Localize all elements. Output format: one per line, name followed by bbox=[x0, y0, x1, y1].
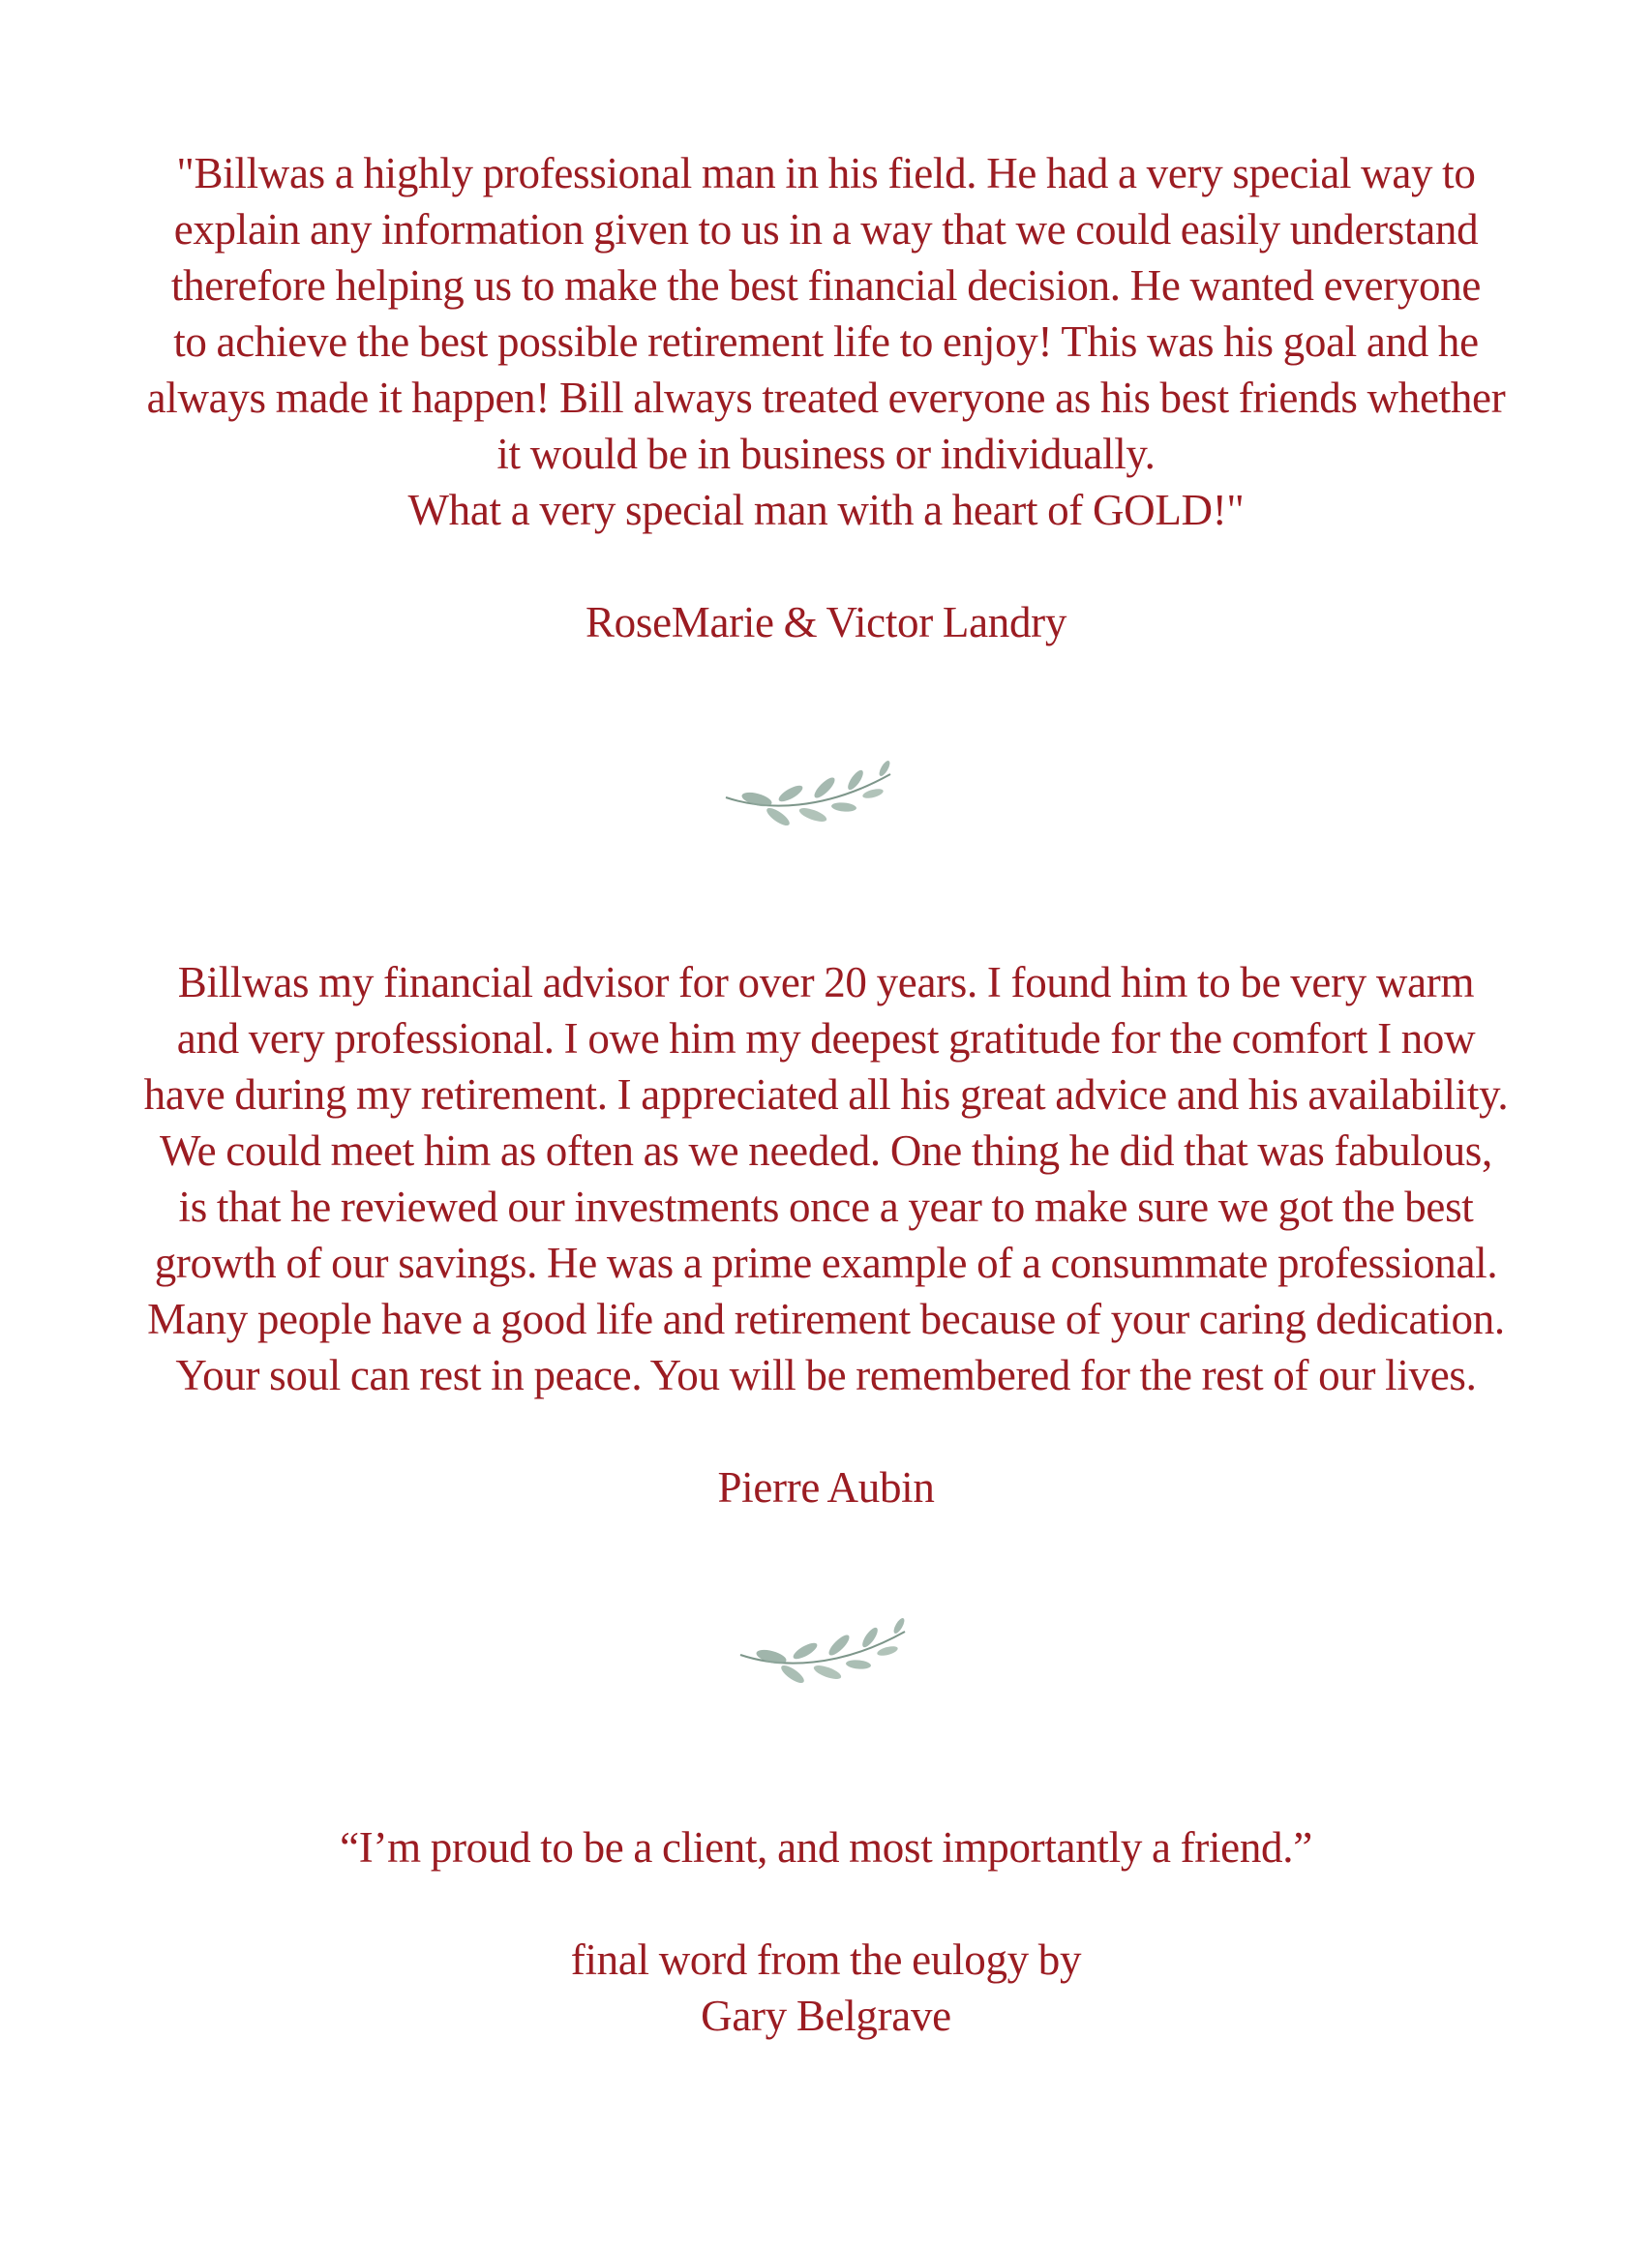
leaf-sprig-icon bbox=[733, 1618, 916, 1695]
spacer bbox=[0, 1875, 1652, 1932]
testimonial-line: growth of our savings. He was a prime example of a consummate professional. bbox=[154, 1239, 1498, 1287]
testimonial-line: is that he reviewed our investments once a year to make sure we got the best bbox=[178, 1183, 1474, 1231]
leaf-sprig-icon bbox=[718, 761, 902, 838]
testimonial-line: and very professional. I owe him my deepest gratitude for the comfort I now bbox=[176, 1014, 1476, 1063]
testimonial-author: Gary Belgrave bbox=[701, 1992, 951, 2040]
testimonial-author: Pierre Aubin bbox=[717, 1463, 935, 1512]
testimonial-line: therefore helping us to make the best financial decision. He wanted everyone bbox=[170, 261, 1482, 310]
testimonial-line: have during my retirement. I appreciated all his great advice and his availability. bbox=[143, 1070, 1509, 1119]
testimonial-quote: “I’m proud to be a client, and most importantly a friend.” bbox=[340, 1823, 1312, 1872]
spacer bbox=[0, 1403, 1652, 1459]
testimonial-belgrave bbox=[0, 1819, 1652, 2044]
testimonial-line: Your soul can rest in peace. You will be remembered for the rest of our lives. bbox=[175, 1351, 1477, 1399]
testimonial-note: final word from the eulogy by bbox=[570, 1935, 1082, 1984]
testimonial-line: We could meet him as often as we needed. One thing he did that was fabulous, bbox=[160, 1126, 1492, 1175]
testimonial-line: it would be in business or individually. bbox=[496, 430, 1156, 478]
testimonial-line: always made it happen! Bill always treated everyone as his best friends whether bbox=[146, 374, 1506, 422]
testimonial-line: Billwas my financial advisor for over 20 years. I found him to be very warm bbox=[177, 958, 1475, 1006]
testimonial-landry bbox=[0, 145, 1652, 650]
testimonial-line: "Billwas a highly professional man in his field. He had a very special way to bbox=[176, 149, 1476, 197]
testimonial-line: Many people have a good life and retirement because of your caring dedication. bbox=[147, 1295, 1505, 1343]
testimonial-author: RoseMarie & Victor Landry bbox=[585, 598, 1067, 646]
testimonial-line: explain any information given to us in a way that we could easily understand bbox=[173, 205, 1479, 254]
testimonial-aubin bbox=[0, 954, 1652, 1515]
testimonial-line: to achieve the best possible retirement life to enjoy! This was his goal and he bbox=[173, 317, 1479, 366]
spacer bbox=[0, 538, 1652, 594]
testimonial-line: What a very special man with a heart of GOLD!" bbox=[407, 486, 1245, 534]
